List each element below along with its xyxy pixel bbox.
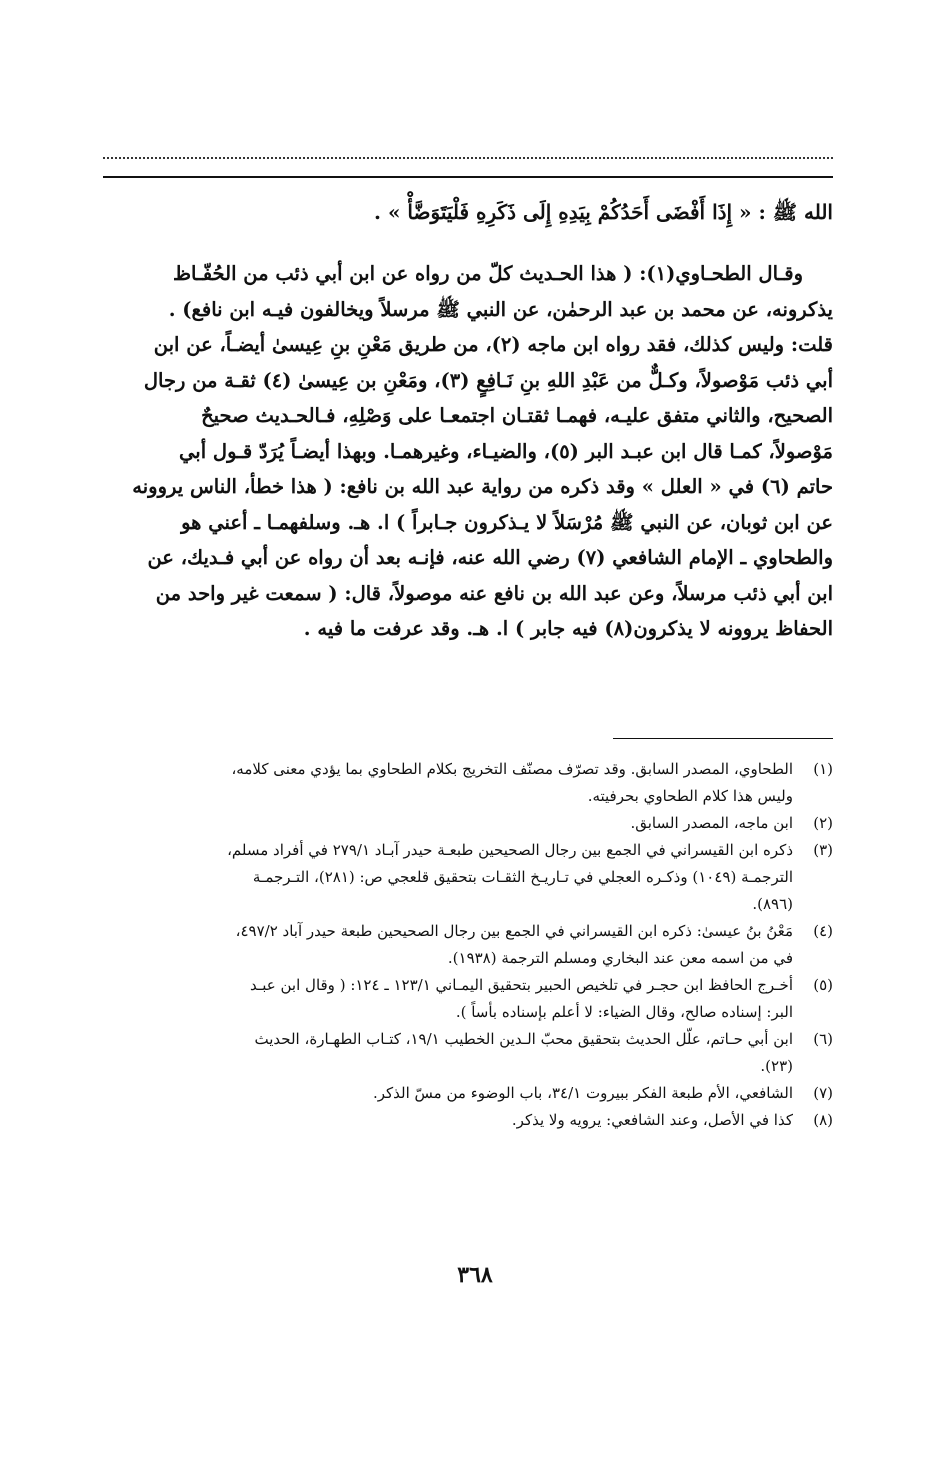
- footnote-line: وليس هذا كلام الطحاوي بحرفيته.: [587, 787, 793, 805]
- paragraph-line: وقـال الطحـاوي(١): ( هذا الحـديث كلّ من رواه عن ابن أبي ذئب من الحُفّـاظ: [173, 262, 803, 285]
- footnote-1: [103, 756, 833, 810]
- footnote-number: (٨): [813, 1111, 833, 1129]
- footnote-line: الترجمـة (١٠٤٩) وذكـره العجلي في تـاريـخ الثقـات بتحقيق قلعجي ص: (٢٨١)، التـرجمـة: [252, 868, 793, 886]
- paragraph-line: قلت: وليس كذلك، فقد رواه ابن ماجه (٢)، من طريق مَعْنِ بنِ عِيسىٰ أيضـاً، عن ابن: [153, 333, 833, 356]
- footnote-line: ابن ماجه، المصدر السابق.: [630, 814, 793, 832]
- footnotes-section: [103, 756, 833, 1134]
- footnote-4: [103, 918, 833, 972]
- footnote-number: (٥): [813, 976, 833, 994]
- footnote-number: (٦): [813, 1030, 833, 1048]
- hadith-continuation-line: الله ﷺ : « إِذَا أَفْضَى أَحَدُكُمْ بِيَدِهِ إِلَى ذَكَرِهِ فَلْيَتَوَضَّأْ » .: [374, 200, 833, 224]
- footnote-3: [103, 837, 833, 918]
- footnote-line: الشافعي، الأم طبعة الفكر ببيروت ٣٤/١، باب الوضوء من مسّ الذكر.: [372, 1084, 793, 1102]
- footnote-number: (٣): [813, 841, 833, 859]
- paragraph-line: يذكرونه، عن محمد بن عبد الرحمٰن، عن النبي ﷺ مرسلاً ويخالفون فيـه ابن نافع) .: [168, 297, 833, 321]
- footnote-number: (٤): [813, 922, 833, 940]
- footnote-number: (٢): [813, 814, 833, 832]
- footnote-7: [103, 1080, 833, 1107]
- footnote-line: البر: إسناده صالح، وقال الضياء: لا أعلم بإسناده بأساً ).: [455, 1003, 793, 1021]
- paragraph-line: مَوْصولاً، كمـا قال ابن عبـد البر (٥)، والضيـاء، وغيرهمـا. وبهذا أيضـاً يُرَدّ قـول أبي: [179, 439, 833, 463]
- footnote-8: [103, 1107, 833, 1134]
- footnote-number: (١): [813, 760, 833, 778]
- paragraph-line: الصحيح، والثاني متفق عليـه، فهمـا ثقتـان اجتمعـا على وَصْلِهِ، فـالحـديث صحيحٌ: [201, 404, 833, 427]
- footnote-line: ذكره ابن القيسراني في الجمع بين رجال الصحيحين طبعـة حيدر آبـاد ٢٧٩/١ في أفراد مسلم،: [227, 841, 793, 859]
- paragraph-line: عن ابن ثوبان، عن النبي ﷺ مُرْسَلاً لا يـذكرون جـابراً ) ا. هـ. وسلفهمـا ـ أعني هو: [181, 510, 833, 534]
- page-number: ٣٦٨: [457, 1262, 493, 1288]
- footnote-5: [103, 972, 833, 1026]
- paragraph-line: حاتم (٦) في « العلل » وقد ذكره من رواية عبد الله بن نافع: ( هذا خطأ، الناس يروونه: [132, 475, 833, 498]
- footnote-2: [103, 810, 833, 837]
- footnote-line: في من اسمه معن عند البخاري ومسلم الترجمة (١٩٣٨).: [447, 949, 793, 967]
- paragraph-line: الحفاظ يروونه لا يذكرون(٨) فيه جابر ) ا. هـ. وقد عرفت ما فيه .: [303, 617, 833, 640]
- paragraph-line: أبي ذئب مَوْصولاً، وكـلٌّ من عَبْدِ اللهِ بنِ نَـافِعٍ (٣)، ومَعْنِ بن عِيسىٰ (٤) ثقـة من رجال: [143, 368, 833, 392]
- header-dotted-rule: [103, 157, 833, 159]
- footnote-line: الطحاوي، المصدر السابق. وقد تصرّف مصنّف التخريج بكلام الطحاوي بما يؤدي معنى كلامه،: [231, 760, 793, 778]
- header-solid-rule: [103, 176, 833, 178]
- paragraph-line: والطحاوي ـ الإمام الشافعي (٧) رضي الله عنه، فإنـه بعد أن رواه عن أبي فـديك، عن: [147, 546, 833, 569]
- footnote-line: ابن أبي حـاتم، علّل الحديث بتحقيق محبّ الـدين الخطيب ١٩/١، كتـاب الطهـارة، الحديث: [254, 1030, 793, 1048]
- main-paragraph: [103, 256, 833, 647]
- footnote-line: كذا في الأصل، وعند الشافعي: يرويه ولا يذكر.: [511, 1111, 793, 1129]
- footnote-6: [103, 1026, 833, 1080]
- footnote-line: أخـرج الحافظ ابن حجـر في تلخيص الحبير بتحقيق اليمـاني ١٢٣/١ ـ ١٢٤: ( وقال ابن عبـد: [250, 976, 793, 994]
- footnote-line: (٨٩٦).: [752, 895, 793, 913]
- paragraph-line: ابن أبي ذئب مرسلاً، وعن عبد الله بن نافع عنه موصولاً، قال: ( سمعت غير واحد من: [155, 581, 833, 605]
- footnote-number: (٧): [813, 1084, 833, 1102]
- footnote-separator: [613, 738, 833, 739]
- footnote-line: (٢٣).: [760, 1057, 793, 1075]
- footnote-line: مَعْنُ بنُ عيسىٰ: ذكره ابن القيسراني في الجمع بين رجال الصحيحين طبعة حيدر آباد ٤٩٧/٢،: [235, 922, 793, 940]
